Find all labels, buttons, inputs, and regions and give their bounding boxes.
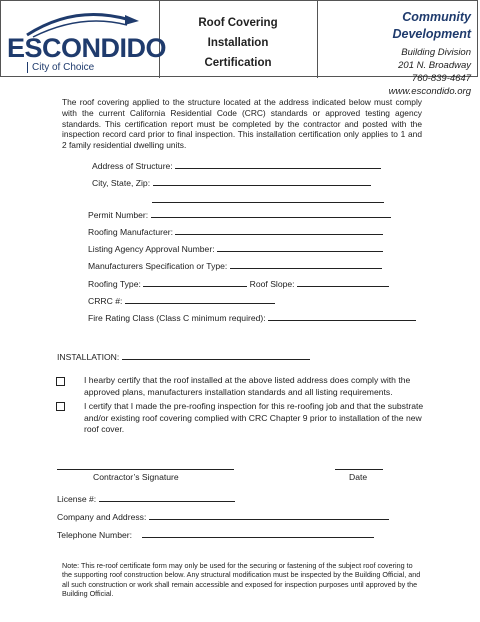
city-logo <box>7 9 167 73</box>
contractor-signature-line[interactable] <box>57 469 234 470</box>
title-line-3: Certification <box>204 57 272 69</box>
department-phone: 760-839-4647 <box>411 73 471 84</box>
roof-slope-label: Roof Slope: <box>249 279 295 289</box>
company-label: Company and Address: <box>57 512 147 522</box>
fire-rating-label: Fire Rating Class (Class C minimum required): <box>88 313 266 323</box>
city-label: City, State, Zip: <box>92 178 151 188</box>
spec-field <box>88 259 382 271</box>
telephone-input-line[interactable] <box>142 528 374 538</box>
certify-compliance-text: I hearby certify that the roof installed at the above listed address does comply with the approved plans, manufacturers installation standards and all listing requirements. <box>84 375 411 397</box>
department-address: 201 N. Broadway <box>398 60 471 71</box>
manufacturer-label: Roofing Manufacturer: <box>88 227 174 237</box>
crrc-label: CRRC #: <box>88 296 123 306</box>
title-line-1: Roof Covering <box>198 17 278 29</box>
address-input-line[interactable] <box>175 159 381 169</box>
license-field <box>57 492 235 504</box>
license-label: License #: <box>57 494 97 504</box>
listing-label: Listing Agency Approval Number: <box>88 244 215 254</box>
permit-input-line[interactable] <box>151 208 391 218</box>
date-signature-label: Date <box>349 472 368 482</box>
address-field <box>92 159 381 171</box>
spec-input-line[interactable] <box>230 259 382 269</box>
certify-inspection-checkbox[interactable] <box>56 402 65 411</box>
division-name: Building Division <box>401 47 471 58</box>
manufacturer-input-line[interactable] <box>175 225 383 235</box>
department-block <box>321 9 471 98</box>
telephone-label: Telephone Number: <box>57 530 133 540</box>
intro-paragraph: The roof covering applied to the structure located at the address indicated below must comply with the current California Residential Code (CRC) standards or approved testing agency standards. This certification report must be completed by the contractor and posted with the inspection record card prior to final inspection. This installation certification only applies to 1 and 2 family residential dwelling units. <box>62 97 422 151</box>
roofing-type-field <box>88 277 389 289</box>
form-header <box>0 0 478 97</box>
date-signature-line[interactable] <box>335 469 383 470</box>
company-field <box>57 510 389 522</box>
contractor-signature-label: Contractor’s Signature <box>93 472 179 482</box>
city-input-line[interactable] <box>153 176 371 186</box>
header-divider <box>317 1 318 78</box>
city-field <box>92 176 371 188</box>
fire-rating-input-line[interactable] <box>268 311 416 321</box>
spec-label: Manufacturers Specification or Type: <box>88 261 228 271</box>
fire-rating-field <box>88 311 416 323</box>
installation-label: INSTALLATION: <box>57 352 120 362</box>
crrc-input-line[interactable] <box>125 294 275 304</box>
crrc-field <box>88 294 275 306</box>
roofing-type-input-line[interactable] <box>143 277 247 287</box>
certify-inspection-text: I certify that I made the pre-roofing inspection for this re-roofing job and that the substrate and/or existing roof covering complied with CRC Chapter 9 prior to installation of the new roof cover. <box>84 401 424 434</box>
permit-field <box>88 208 391 220</box>
installation-input-line[interactable] <box>122 350 310 360</box>
certify-compliance-checkbox[interactable] <box>56 377 65 386</box>
listing-input-line[interactable] <box>217 242 383 252</box>
permit-label: Permit Number: <box>88 210 149 220</box>
telephone-field <box>57 528 374 540</box>
department-name: Community Development <box>392 10 471 41</box>
license-input-line[interactable] <box>99 492 235 502</box>
installation-field <box>57 350 310 362</box>
department-website: www.escondido.org <box>388 86 471 97</box>
footnote: Note: This re-roof certificate form may only be used for the securing or fastening of the subject roof covering to the supporting roof construction below. Any structural modification must be inspected by the Building Official, and all such construction or work shall remain accessible and exposed for inspection purposes until approved by the Building Official. <box>62 561 421 599</box>
listing-field <box>88 242 383 254</box>
logo-tagline: City of Choice <box>27 62 98 73</box>
roof-slope-input-line[interactable] <box>297 277 389 287</box>
address-label: Address of Structure: <box>92 161 173 171</box>
company-input-line[interactable] <box>149 510 389 520</box>
title-line-2: Installation <box>207 37 269 49</box>
city-input-line-2[interactable] <box>152 202 384 203</box>
roofing-type-label: Roofing Type: <box>88 279 141 289</box>
form-title <box>164 13 312 73</box>
manufacturer-field <box>88 225 383 237</box>
logo-wordmark: ESCONDIDO <box>7 33 167 63</box>
